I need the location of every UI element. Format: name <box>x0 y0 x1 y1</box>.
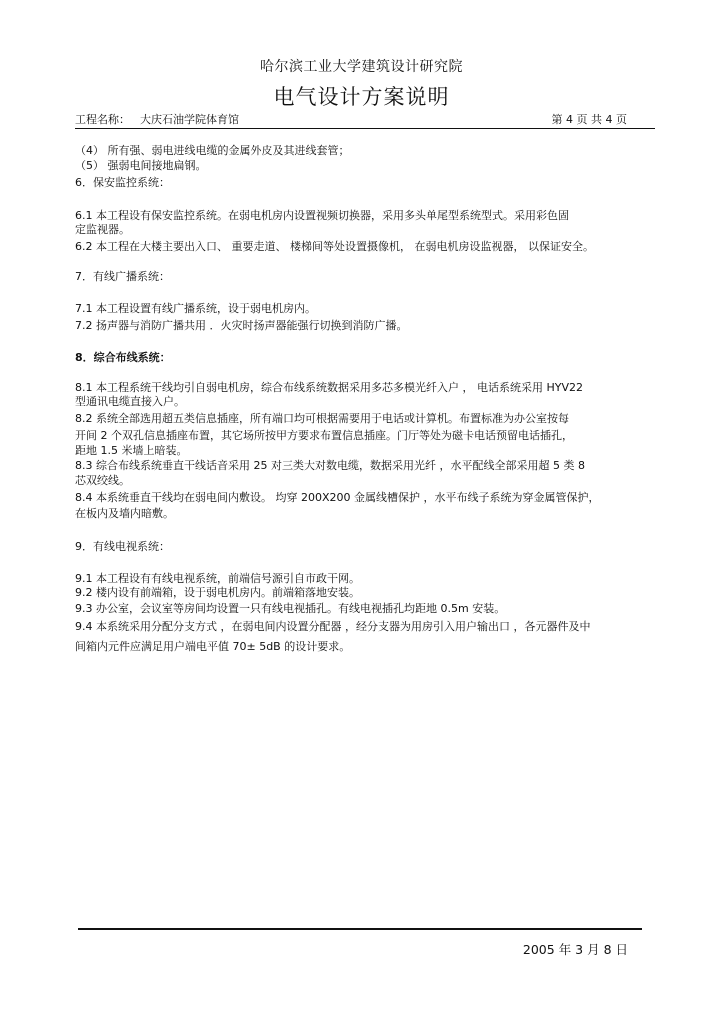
header-rule <box>75 128 655 129</box>
body-line: 开间 2 个双孔信息插座布置，其它场所按甲方要求布置信息插座。门厅等处为磁卡电话预留电话插孔， <box>75 429 573 442</box>
body-line: 9.3 办公室，会议室等房间均设置一只有线电视插孔。有线电视插孔均距地 0.5m 安装。 <box>75 602 506 615</box>
body-line: 型通讯电缆直接入户。 <box>75 395 185 408</box>
body-line: 6.2 本工程在大楼主要出入口、 重要走道、 楼梯间等处设置摄像机， 在弱电机房设监视器， 以保证安全。 <box>75 240 594 253</box>
section-heading: 9．有线电视系统： <box>75 540 170 553</box>
body-line: 7.1 本工程设置有线广播系统，设于弱电机房内。 <box>75 302 316 315</box>
body-line: 9.4 本系统采用分配分支方式 ，在弱电间内设置分配器 ，经分支器为用房引入用户输出口 ，各元器件及中 <box>75 620 591 633</box>
body-line: 8.3 综合布线系统垂直干线话音采用 25 对三类大对数电缆，数据采用光纤 ，水平配线全部采用超 5 类 8 <box>75 459 585 472</box>
project-label: 工程名称： <box>75 113 130 126</box>
body-line: 9.1 本工程设有有线电视系统，前端信号源引自市政干网。 <box>75 572 360 585</box>
body-line: 在板内及墙内暗敷。 <box>75 507 174 520</box>
page-info: 第 4 页 共 4 页 <box>551 113 627 126</box>
body-line: 芯双绞线。 <box>75 474 130 487</box>
body-line: 定监视器。 <box>75 223 130 236</box>
body-line: 6.1 本工程设有保安监控系统。在弱电机房内设置视频切换器，采用多头单尾型系统型式。采用彩色固 <box>75 209 569 222</box>
body-line: 7.2 扬声器与消防广播共用 ．火灾时扬声器能强行切换到消防广播。 <box>75 319 408 332</box>
body-line: 8.2 系统全部选用超五类信息插座，所有端口均可根据需要用于电话或计算机。布置标准为办公室按每 <box>75 412 569 425</box>
project-name: 大庆石油学院体育馆 <box>140 113 239 126</box>
body-line: 间箱内元件应满足用户端电平值 70± 5dB 的设计要求。 <box>75 640 351 653</box>
document-title: 电气设计方案说明 <box>273 85 450 109</box>
body-line: 8.4 本系统垂直干线均在弱电间内敷设。 均穿 200X200 金属线槽保护 ，水平布线子系统为穿金属管保护， <box>75 491 600 504</box>
document-date: 2005 年 3 月 8 日 <box>522 942 628 957</box>
section-heading: 6．保安监控系统： <box>75 176 170 189</box>
section-heading: 8．综合布线系统： <box>75 351 171 364</box>
body-line: （5） 强弱电间接地扁钢。 <box>75 159 207 172</box>
footer-rule <box>78 928 642 930</box>
body-line: （4） 所有强、弱电进线电缆的金属外皮及其进线套管； <box>75 144 350 157</box>
institute-name: 哈尔滨工业大学建筑设计研究院 <box>260 59 463 75</box>
body-line: 距地 1.5 米墙上暗装。 <box>75 444 188 457</box>
body-line: 8.1 本工程系统干线均引自弱电机房，综合布线系统数据采用多芯多模光纤入户 ， 电话系统采用 HYV22 <box>75 381 583 394</box>
section-heading: 7．有线广播系统： <box>75 270 170 283</box>
body-line: 9.2 楼内设有前端箱，设于弱电机房内。前端箱落地安装。 <box>75 586 360 599</box>
